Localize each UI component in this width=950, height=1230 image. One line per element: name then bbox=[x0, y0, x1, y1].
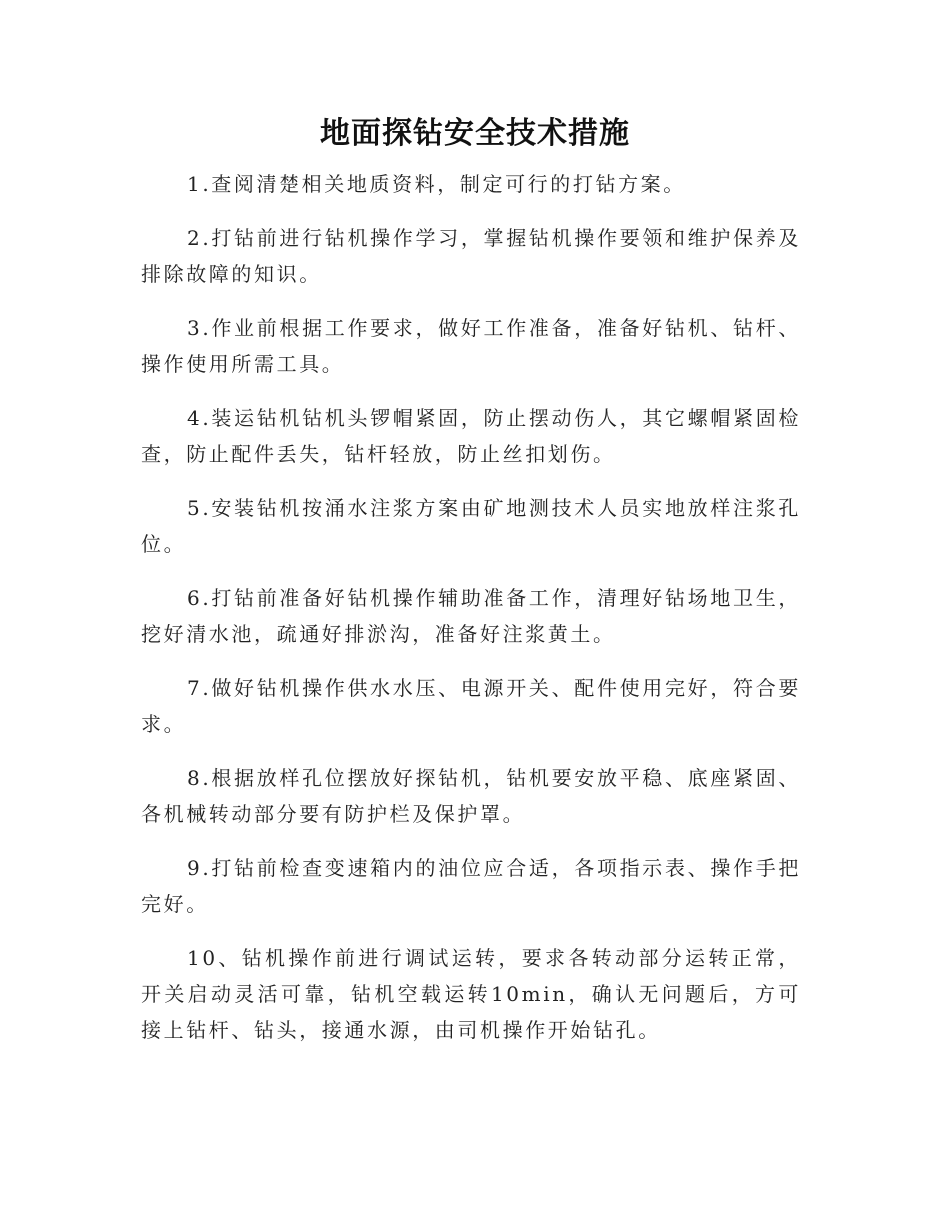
document-body bbox=[141, 166, 801, 1066]
paragraph-7: 7.做好钻机操作供水水压、电源开关、配件使用完好，符合要求。 bbox=[141, 676, 801, 736]
paragraph-9: 9.打钻前检查变速箱内的油位应合适，各项指示表、操作手把完好。 bbox=[141, 856, 801, 916]
paragraph-4: 4.装运钻机钻机头锣帽紧固，防止摆动伤人，其它螺帽紧固检查，防止配件丢失，钻杆轻放，防止丝扣划伤。 bbox=[141, 406, 801, 466]
paragraph-1: 1.查阅清楚相关地质资料，制定可行的打钻方案。 bbox=[187, 172, 686, 196]
paragraph-2: 2.打钻前进行钻机操作学习，掌握钻机操作要领和维护保养及排除故障的知识。 bbox=[141, 226, 801, 286]
paragraph-6: 6.打钻前准备好钻机操作辅助准备工作，清理好钻场地卫生，挖好清水池，疏通好排淤沟，准备好注浆黄土。 bbox=[141, 586, 801, 646]
paragraph-3: 3.作业前根据工作要求，做好工作准备，准备好钻机、钻杆、操作使用所需工具。 bbox=[141, 316, 801, 376]
paragraph-5: 5.安装钻机按涌水注浆方案由矿地测技术人员实地放样注浆孔位。 bbox=[141, 496, 801, 556]
document-title: 地面探钻安全技术措施 bbox=[320, 116, 630, 151]
paragraph-8: 8.根据放样孔位摆放好探钻机，钻机要安放平稳、底座紧固、各机械转动部分要有防护栏及保护罩。 bbox=[141, 766, 801, 826]
paragraph-10: 10、钻机操作前进行调试运转，要求各转动部分运转正常，开关启动灵活可靠，钻机空载运转10min，确认无问题后，方可接上钻杆、钻头，接通水源，由司机操作开始钻孔。 bbox=[141, 946, 801, 1042]
